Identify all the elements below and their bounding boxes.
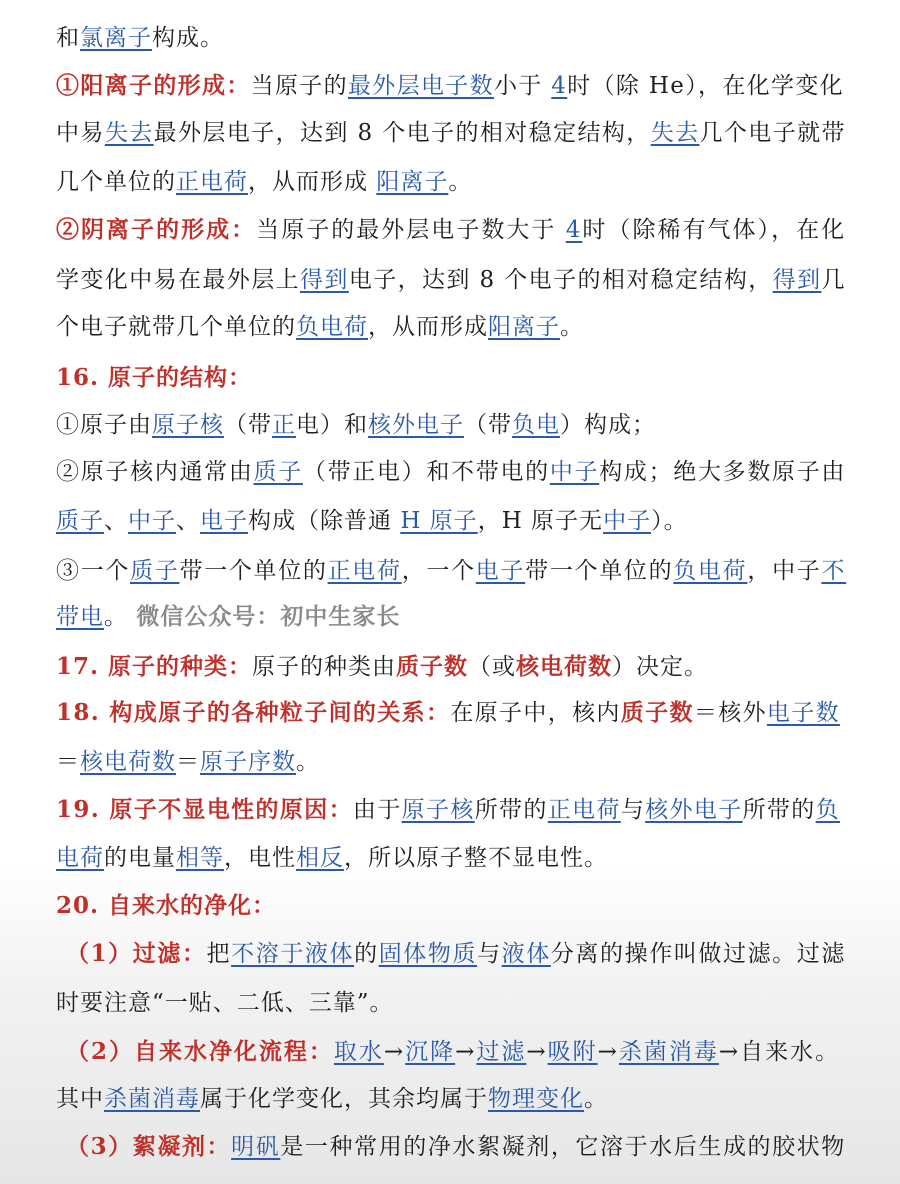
text-run: 是一种常用的净水絮凝剂，它溶于水后生成的胶状物	[280, 1134, 846, 1160]
answer-fill: 电子	[200, 508, 248, 534]
text-run: （带	[224, 412, 272, 438]
text-line	[56, 555, 846, 587]
text-run: ）决定。	[612, 654, 709, 680]
text-line	[56, 117, 846, 149]
text-line	[56, 746, 320, 778]
text-run: ）构成；	[560, 412, 656, 438]
text-run: 在原子中，核内	[450, 700, 621, 726]
text-run: 电）和	[296, 412, 368, 438]
text-run: →	[526, 1039, 548, 1065]
text-run: 个电子就带几个单位的	[56, 314, 296, 340]
text-run: ＝	[56, 749, 80, 775]
heading-label: 质子数	[620, 699, 694, 726]
text-run: ，从而形成	[248, 169, 377, 195]
heading-label: 16. 原子的结构：	[56, 364, 253, 391]
text-run: →自来水。	[718, 1039, 841, 1065]
text-run: ，从而形成	[368, 314, 488, 340]
answer-fill: 质子	[253, 459, 303, 485]
text-run: ③一个	[56, 558, 131, 584]
text-run: ①原子由	[56, 412, 152, 438]
answer-fill: 失去	[650, 120, 700, 146]
answer-fill: 物理变化	[488, 1086, 584, 1112]
answer-fill: 正电荷	[547, 797, 621, 823]
text-line	[56, 311, 584, 343]
text-run: 把	[206, 941, 232, 967]
answer-fill: 氯离子	[80, 25, 152, 51]
text-run: 。	[104, 604, 137, 630]
text-run: 构成；绝大多数原子由	[599, 459, 847, 485]
answer-fill: 不溶于液体	[231, 941, 355, 967]
answer-fill: 核外电子	[368, 412, 464, 438]
answer-fill: 得到	[772, 267, 822, 293]
text-line	[56, 651, 708, 683]
answer-fill: 4	[565, 217, 583, 243]
answer-fill: 固体物质	[378, 941, 478, 967]
text-run: （或	[468, 654, 517, 680]
heading-label: 20. 自来水的净化：	[56, 892, 277, 919]
text-run: 所带的	[742, 797, 816, 823]
text-run: 。	[448, 169, 473, 195]
heading-label: （1）过滤：	[66, 940, 207, 967]
answer-fill: 最外层电子数	[347, 73, 494, 99]
text-run: 的	[354, 941, 379, 967]
text-line	[56, 794, 840, 826]
text-run: 构成。	[152, 25, 224, 51]
watermark-text: 微信公众号：初中生家长	[136, 604, 401, 630]
text-run: 电子，达到 8 个电子的相对稳定结构，	[348, 267, 773, 293]
answer-fill: 电荷	[56, 845, 104, 871]
text-run: 分离的操作叫做过滤。过滤	[550, 941, 846, 967]
text-run: （带正电）和不带电的	[302, 459, 550, 485]
text-line	[56, 70, 844, 102]
text-run: 时（除稀有气体），在化	[582, 217, 847, 243]
answer-fill: 核外电子	[645, 797, 743, 823]
heading-label: （3）絮凝剂：	[66, 1133, 232, 1160]
text-run: 构成（除普通	[248, 508, 401, 534]
heading-label: ①阳离子的形成：	[56, 72, 251, 99]
answer-fill: 原子核	[401, 797, 475, 823]
answer-fill: 液体	[501, 941, 551, 967]
text-run: 属于化学变化，其余均属于	[200, 1086, 488, 1112]
answer-fill: 阳离子	[488, 314, 560, 340]
heading-label: （2）自来水净化流程：	[66, 1038, 334, 1065]
text-run: 时要注意“一贴、二低、三靠”。	[56, 990, 394, 1016]
text-run: ）。	[651, 508, 688, 534]
text-line	[56, 1083, 608, 1115]
text-run: 几	[821, 267, 846, 293]
text-run: 与	[620, 797, 646, 823]
answer-fill: 负电荷	[296, 314, 368, 340]
text-run: 几个单位的	[56, 169, 176, 195]
text-line	[56, 22, 224, 54]
text-line	[56, 264, 846, 296]
text-run: 、	[176, 508, 200, 534]
answer-fill: 质子	[56, 508, 104, 534]
text-line	[56, 601, 400, 633]
text-run: 学变化中易在最外层上	[56, 267, 300, 293]
text-run: ②原子核内通常由	[56, 459, 254, 485]
text-run: 的电量	[104, 845, 176, 871]
answer-fill: 负	[815, 797, 840, 823]
text-run: 小于	[493, 73, 552, 99]
text-run: ，中子	[747, 558, 822, 584]
answer-fill: 电子	[475, 558, 526, 584]
text-run: 所带的	[474, 797, 548, 823]
text-run: ，电性	[224, 845, 296, 871]
answer-fill: 电子数	[766, 700, 840, 726]
text-run: ＝	[176, 749, 200, 775]
text-run: →	[455, 1039, 477, 1065]
answer-fill: 杀菌消毒	[104, 1086, 200, 1112]
text-line	[66, 938, 846, 970]
text-run: 与	[477, 941, 502, 967]
text-run: 。	[584, 1086, 608, 1112]
text-run: 当原子的最外层电子数大于	[256, 217, 566, 243]
text-line	[56, 505, 688, 537]
answer-fill: 中子	[128, 508, 176, 534]
answer-fill: 明矾	[231, 1134, 281, 1160]
text-line	[66, 1036, 840, 1068]
answer-fill: 4	[551, 73, 568, 99]
text-run: ，所以原子整不显电性。	[344, 845, 608, 871]
heading-label: 核电荷数	[516, 653, 613, 680]
text-run: 带一个单位的	[525, 558, 674, 584]
text-line	[56, 362, 252, 394]
text-run: 由于	[352, 797, 402, 823]
text-line	[56, 166, 472, 198]
heading-label: 质子数	[396, 653, 469, 680]
answer-fill: 质子	[130, 558, 180, 584]
answer-fill: 负电荷	[673, 558, 748, 584]
answer-fill: 取水	[333, 1039, 384, 1065]
answer-fill: 原子核	[152, 412, 224, 438]
answer-fill: 阳离子	[376, 169, 449, 195]
text-run: 和	[56, 25, 80, 51]
text-line	[56, 842, 608, 874]
text-run: ，H 原子无	[477, 508, 604, 534]
answer-fill: 杀菌消毒	[618, 1039, 719, 1065]
text-line	[56, 456, 846, 488]
answer-fill: 相等	[176, 845, 224, 871]
text-line	[56, 697, 840, 729]
text-run: 最外层电子，达到 8 个电子的相对稳定结构，	[153, 120, 651, 146]
heading-label: 18. 构成原子的各种粒子间的关系：	[56, 699, 451, 726]
text-line	[56, 214, 846, 246]
answer-fill: 失去	[104, 120, 154, 146]
text-run: 时（除 He），在化学变化	[567, 73, 845, 99]
text-run: 几个电子就带	[699, 120, 846, 146]
text-line	[56, 890, 276, 922]
answer-fill: 沉降	[405, 1039, 456, 1065]
text-line	[66, 1131, 846, 1163]
text-run: 当原子的	[250, 73, 348, 99]
heading-label: 17. 原子的种类：	[56, 653, 253, 680]
answer-fill: 正电荷	[176, 169, 248, 195]
heading-label: ②阴离子的形成：	[56, 216, 257, 243]
text-run: 、	[104, 508, 128, 534]
text-line	[56, 409, 656, 441]
text-run: →	[597, 1039, 619, 1065]
text-run: ＝核外	[693, 700, 767, 726]
heading-label: 19. 原子不显电性的原因：	[56, 796, 353, 823]
answer-fill: 中子	[603, 508, 652, 534]
answer-fill: 中子	[549, 459, 600, 485]
text-run: （带	[464, 412, 512, 438]
answer-fill: 正电荷	[327, 558, 402, 584]
text-line	[56, 987, 394, 1019]
text-run: ，一个	[401, 558, 476, 584]
answer-fill: 不	[821, 558, 847, 584]
answer-fill: 吸附	[547, 1039, 598, 1065]
answer-fill: 负电	[512, 412, 560, 438]
answer-fill: 过滤	[476, 1039, 527, 1065]
answer-fill: 相反	[296, 845, 344, 871]
text-run: 带一个单位的	[179, 558, 328, 584]
answer-fill: 原子序数	[200, 749, 296, 775]
text-run: →	[383, 1039, 406, 1065]
text-run: 其中	[56, 1086, 104, 1112]
answer-fill: 得到	[300, 267, 349, 293]
text-run: 。	[296, 749, 320, 775]
text-run: 中易	[56, 120, 105, 146]
text-run: 原子的种类由	[252, 654, 397, 680]
text-run: 。	[560, 314, 584, 340]
answer-fill: 带电	[56, 604, 104, 630]
answer-fill: 正	[272, 412, 296, 438]
answer-fill: 核电荷数	[80, 749, 176, 775]
answer-fill: H 原子	[400, 508, 478, 534]
